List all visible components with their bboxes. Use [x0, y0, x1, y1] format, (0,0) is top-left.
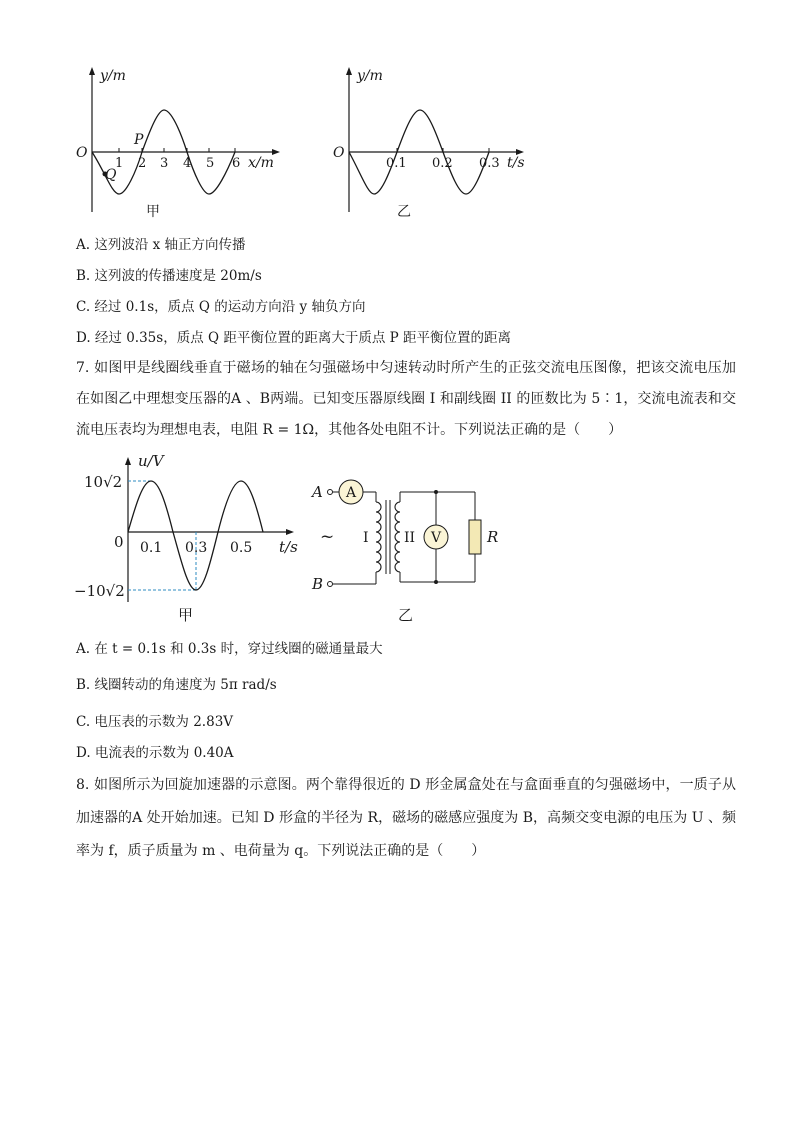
figure-caption: 甲	[146, 204, 160, 220]
option-d: D. 电流表的示数为 0.40A	[76, 745, 234, 761]
x-axis-label: t/s	[279, 538, 298, 556]
option-b: B. 线圈转动的角速度为 5π rad/s	[76, 677, 277, 693]
resistor	[469, 520, 481, 554]
point-q-label: Q	[105, 167, 117, 183]
option-a: A. 在 t = 0.1s 和 0.3s 时，穿过线圈的磁通量最大	[76, 641, 383, 657]
ac-source-symbol: ~	[320, 527, 335, 547]
tick-label: 3	[160, 156, 169, 171]
terminal-b-label: B	[312, 575, 324, 593]
origin-label: 0	[114, 533, 124, 551]
secondary-coil-label: II	[404, 530, 416, 546]
tick-label: 0.3	[185, 540, 208, 556]
point-p-label: P	[134, 132, 144, 148]
option-c: C. 电压表的示数为 2.83V	[76, 714, 234, 730]
primary-coil-label: I	[363, 530, 369, 546]
terminal-b	[328, 582, 333, 587]
option-b: B. 这列波的传播速度是 20m/s	[76, 268, 262, 284]
tick-label: 0.5	[230, 540, 253, 556]
terminal-a	[328, 490, 333, 495]
x-axis-label: x/m	[248, 155, 274, 171]
option-c: C. 经过 0.1s，质点 Q 的运动方向沿 y 轴负方向	[76, 299, 366, 315]
voltmeter-label: V	[431, 530, 442, 546]
wave-graph-jia	[70, 62, 290, 227]
figure-caption: 乙	[397, 204, 411, 220]
figure-caption: 甲	[178, 606, 194, 624]
primary-coil	[376, 502, 381, 572]
y-axis-label: y/m	[357, 68, 383, 84]
vibration-graph-yi	[327, 62, 537, 227]
tick-label: 6	[232, 156, 241, 171]
tick-label: 4	[183, 156, 192, 171]
secondary-coil	[395, 502, 400, 572]
ymax-label: 10√2	[84, 473, 123, 491]
transformer-circuit-yi	[308, 472, 518, 627]
y-axis-label: y/m	[100, 68, 126, 84]
tick-label: 0.1	[140, 540, 163, 556]
terminal-a-label: A	[312, 483, 323, 501]
ymin-label: −10√2	[74, 582, 125, 600]
question-8-stem: 8. 如图所示为回旋加速器的示意图。两个靠得很近的 D 形金属盒处在与盒面垂直的匀强磁场中，一质子从加速器的A 处开始加速。已知 D 形盒的半径为 R，磁场的磁感应强度为 B，高频交变电源的电压为 U 、频率为 f，质子质量为 m 、电荷量为 q。下列说法正确的是（ ）	[76, 777, 736, 859]
option-a: A. 这列波沿 x 轴正方向传播	[76, 237, 246, 253]
option-d: D. 经过 0.35s，质点 Q 距平衡位置的距离大于质点 P 距平衡位置的距离	[76, 330, 512, 346]
tick-label: 0.1	[386, 156, 407, 171]
resistor-label: R	[487, 528, 499, 546]
tick-label: 0.3	[479, 156, 500, 171]
voltage-graph-jia	[74, 452, 304, 627]
tick-label: 5	[206, 156, 215, 171]
origin-label: O	[76, 145, 88, 161]
figure-caption: 乙	[398, 606, 414, 624]
ammeter-label: A	[346, 485, 357, 501]
origin-label: O	[333, 145, 345, 161]
tick-label: 0.2	[432, 156, 453, 171]
tick-label: 1	[115, 156, 124, 171]
tick-label: 2	[138, 156, 147, 171]
question-7-stem: 7. 如图甲是线圈线垂直于磁场的轴在匀强磁场中匀速转动时所产生的正弦交流电压图像，把该交流电压加在如图乙中理想变压器的A 、B两端。已知变压器原线圈 I 和副线圈 II 的匝数比为 5∶1，交流电流表和交流电压表均为理想电表，电阻 R = 1Ω，其他各处电阻不计。下列说法正确的是（ ）	[76, 360, 736, 438]
x-axis-label: t/s	[507, 155, 525, 171]
y-axis-label: u/V	[138, 452, 164, 470]
